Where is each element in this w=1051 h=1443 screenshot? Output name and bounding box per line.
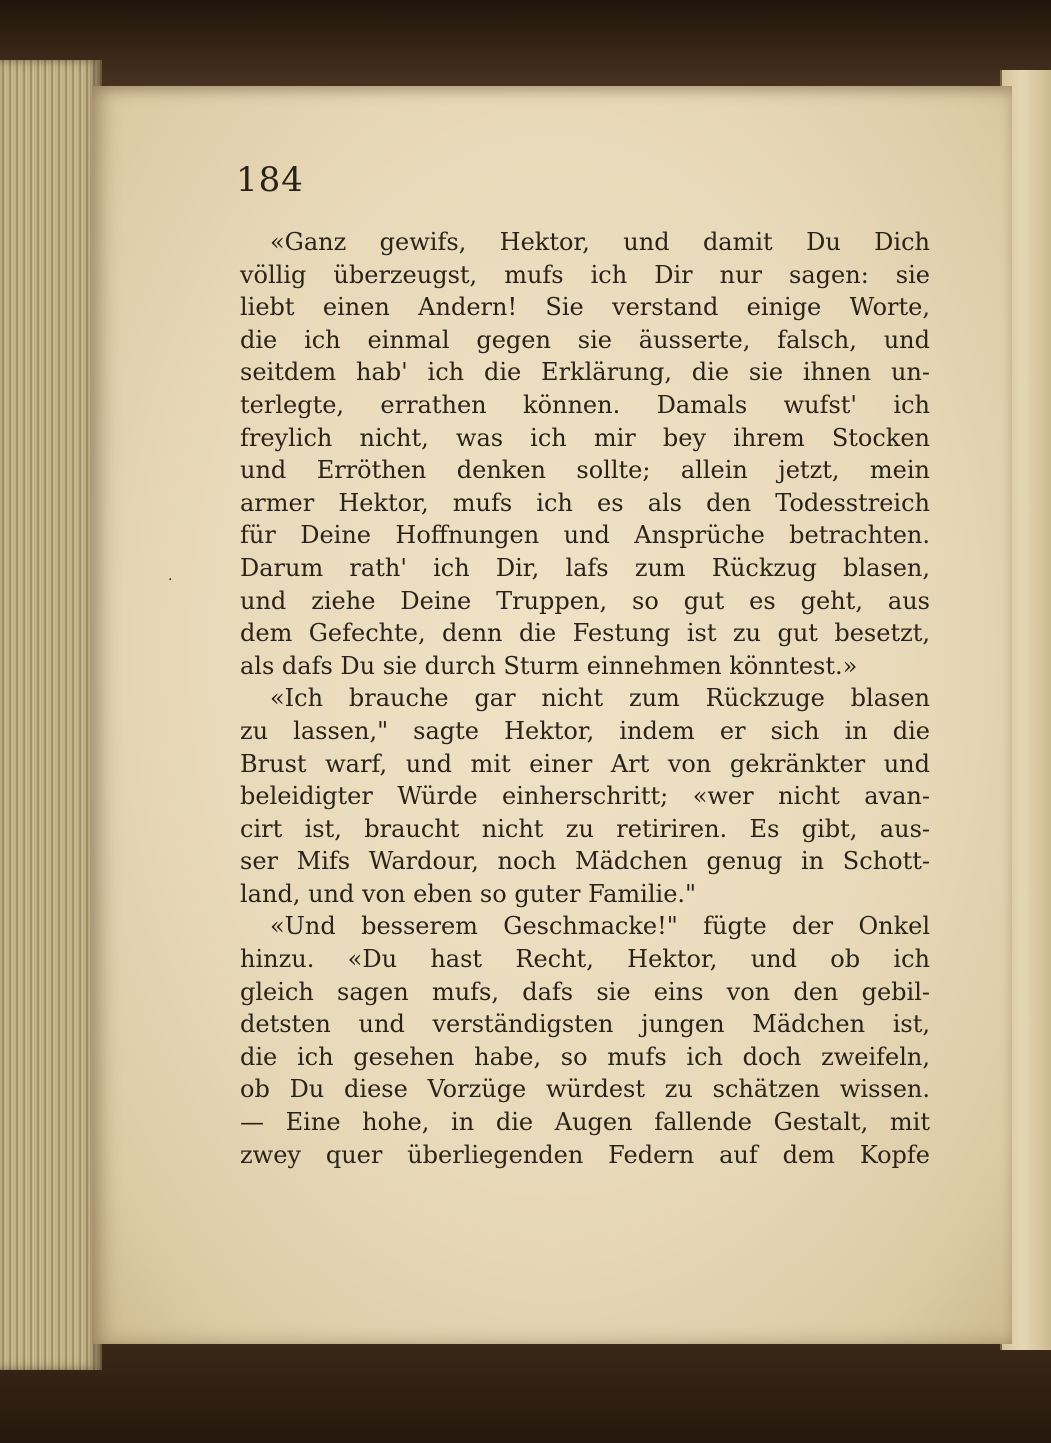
text-line: «Ich brauche gar nicht zum Rückzuge blasen xyxy=(270,684,930,713)
text-line: gleich sagen mufs, dafs sie eins von den gebil- xyxy=(240,977,930,1006)
text-line: seitdem hab' ich die Erklärung, die sie ihnen un- xyxy=(240,358,930,387)
ink-fleck: · xyxy=(168,572,173,588)
text-line: dem Gefechte, denn die Festung ist zu gut besetzt, xyxy=(240,619,930,648)
text-line: cirt ist, braucht nicht zu retiriren. Es gibt, aus- xyxy=(240,814,930,843)
text-line: und ziehe Deine Truppen, so gut es geht, aus xyxy=(240,586,930,615)
text-line: land, und von eben so guter Familie." xyxy=(240,879,697,908)
text-line: zu lassen," sagte Hektor, indem er sich in die xyxy=(240,716,930,745)
page-edges-stack xyxy=(0,60,102,1370)
text-line: und Erröthen denken sollte; allein jetzt, mein xyxy=(240,456,930,485)
text-line: völlig überzeugst, mufs ich Dir nur sagen: sie xyxy=(240,260,930,289)
text-line: zwey quer überliegenden Federn auf dem Kopfe xyxy=(240,1140,930,1169)
page-number: 184 xyxy=(236,160,304,200)
text-line: die ich gesehen habe, so mufs ich doch zweifeln, xyxy=(240,1042,930,1071)
text-line: hinzu. «Du hast Recht, Hektor, und ob ich xyxy=(240,945,930,974)
text-line: «Und besserem Geschmacke!" fügte der Onkel xyxy=(270,912,930,941)
text-line: terlegte, errathen können. Damals wufst' ich xyxy=(240,390,930,419)
text-line: Darum rath' ich Dir, lafs zum Rückzug blasen, xyxy=(240,553,930,582)
body-text xyxy=(240,226,930,1171)
text-line: armer Hektor, mufs ich es als den Todesstreich xyxy=(240,488,930,517)
text-line: ser Mifs Wardour, noch Mädchen genug in Schott- xyxy=(240,847,930,876)
text-line: ob Du diese Vorzüge würdest zu schätzen wissen. xyxy=(240,1075,930,1104)
book-cover-top xyxy=(0,0,1051,90)
text-line: — Eine hohe, in die Augen fallende Gestalt, mit xyxy=(240,1108,930,1137)
text-line: Brust warf, und mit einer Art von gekränkter und xyxy=(240,749,930,778)
text-line: liebt einen Andern! Sie verstand einige Worte, xyxy=(240,293,930,322)
text-line: die ich einmal gegen sie äusserte, falsch, und xyxy=(240,325,930,354)
text-line: für Deine Hoffnungen und Ansprüche betrachten. xyxy=(240,521,930,550)
text-line: «Ganz gewifs, Hektor, und damit Du Dich xyxy=(270,228,930,256)
book-cover-bottom xyxy=(0,1340,1051,1443)
text-line: detsten und verständigsten jungen Mädchen ist, xyxy=(240,1010,930,1039)
text-line: freylich nicht, was ich mir bey ihrem Stocken xyxy=(240,423,930,452)
text-line: als dafs Du sie durch Sturm einnehmen könntest.» xyxy=(240,651,858,680)
text-line: beleidigter Würde einherschritt; «wer nicht avan- xyxy=(240,782,930,811)
